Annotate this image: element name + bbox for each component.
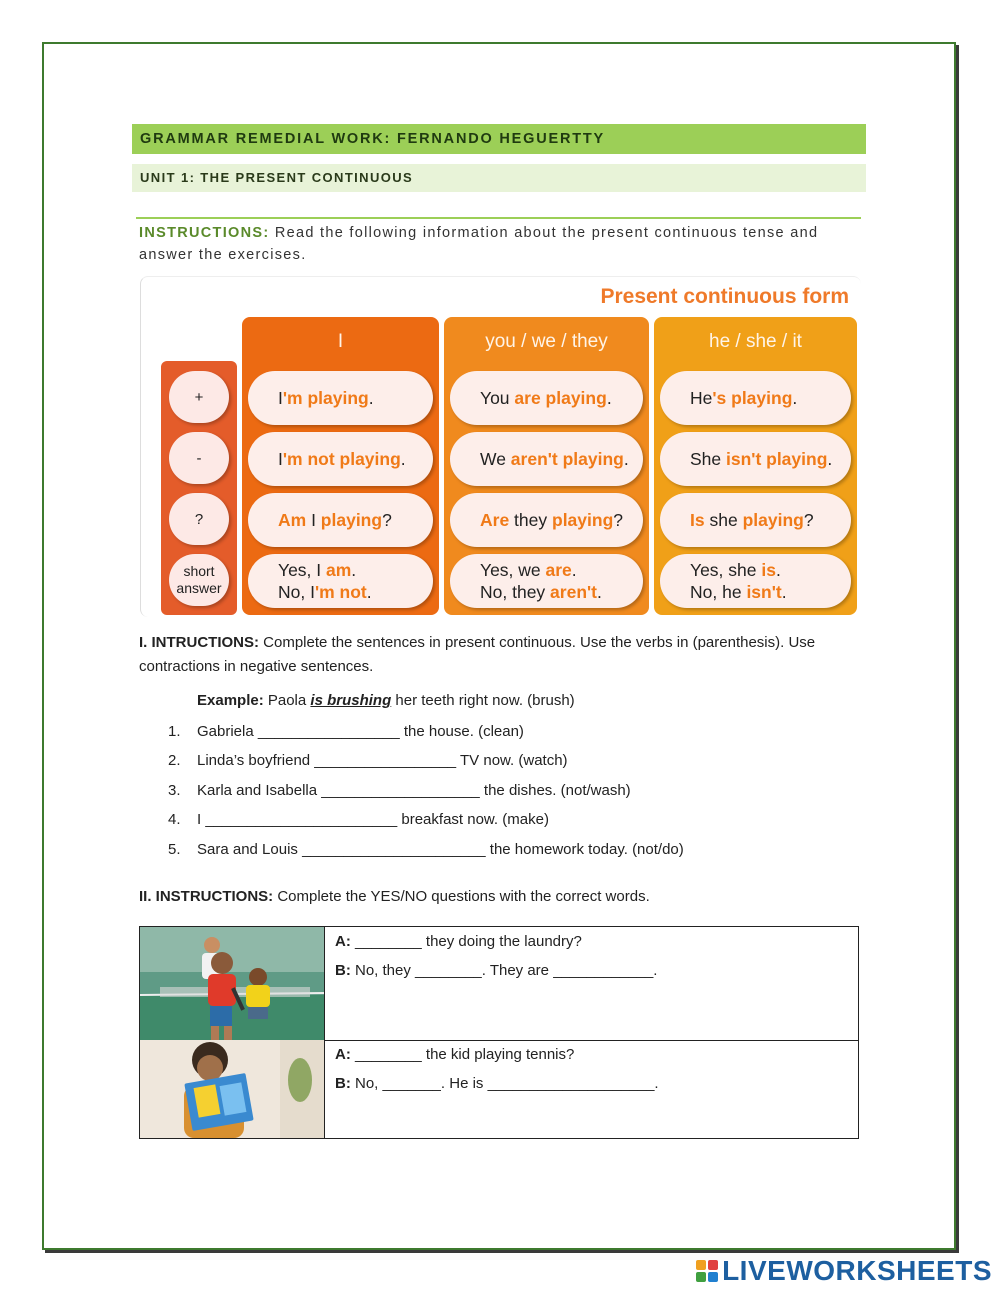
- row-label-negative: -: [169, 432, 229, 484]
- exercise-item-5[interactable]: 5. Sara and Louis ______________________ the homework today. (not/do): [168, 841, 684, 858]
- row-label-answer: answer: [176, 580, 222, 596]
- section-1-text: Complete the sentences in present continuous. Use the verbs in (parenthesis). Use contractions in negative sentences.: [139, 634, 816, 675]
- instructions-text: Read the following information about the present continuous tense and answer the exercises.: [139, 225, 819, 263]
- cell-i-negative: I'm not playing.: [248, 432, 433, 486]
- present-continuous-chart: [140, 276, 861, 617]
- questions-table: [139, 926, 859, 1139]
- section-2-instructions: [139, 885, 650, 909]
- tennis-kids-photo: [140, 927, 325, 1040]
- example-sentence: Example: Paola is brushing her teeth right now. (brush): [197, 692, 575, 709]
- question-2-a[interactable]: A: ________ the kid playing tennis?: [335, 1046, 575, 1063]
- liveworksheets-logo: [696, 1254, 992, 1288]
- chart-title: Present continuous form: [600, 285, 849, 308]
- section-2-label: II. INSTRUCTIONS:: [139, 888, 274, 905]
- question-1-text: [335, 927, 657, 985]
- unit-title: UNIT 1: THE PRESENT CONTINUOUS: [132, 164, 866, 192]
- row-label-short: short: [183, 563, 215, 579]
- intro-instructions: [139, 222, 861, 266]
- brand-name: LIVEWORKSHEETS: [722, 1255, 992, 1286]
- cell-he-short-answer: Yes, she is. No, he isn't.: [660, 554, 851, 608]
- cell-i-question: Am I playing?: [248, 493, 433, 547]
- cell-you-positive: You are playing.: [450, 371, 643, 425]
- column-head-you-we-they: you / we / they: [485, 331, 608, 352]
- worksheet-title: GRAMMAR REMEDIAL WORK: FERNANDO HEGUERTTY: [132, 124, 866, 154]
- question-2-b[interactable]: B: No, _______. He is ____________________.: [335, 1075, 659, 1092]
- column-he-she-it: [654, 317, 857, 615]
- cell-i-positive: I'm playing.: [248, 371, 433, 425]
- question-row-1: [140, 927, 858, 1041]
- exercise-item-2[interactable]: 2. Linda’s boyfriend _________________ TV now. (watch): [168, 752, 568, 769]
- row-label-short-answer: [169, 554, 229, 606]
- question-row-2: [140, 1040, 858, 1138]
- example-answer: is brushing: [310, 692, 392, 709]
- exercise-item-3[interactable]: 3. Karla and Isabella ___________________ the dishes. (not/wash): [168, 782, 631, 799]
- exercise-item-1[interactable]: 1. Gabriela _________________ the house. (clean): [168, 723, 524, 740]
- section-2-text: Complete the YES/NO questions with the correct words.: [273, 888, 650, 905]
- cell-i-short-answer: Yes, I am. No, I'm not.: [248, 554, 433, 608]
- row-label-question: ?: [169, 493, 229, 545]
- cell-he-negative: She isn't playing.: [660, 432, 851, 486]
- reading-kid-photo: [140, 1040, 325, 1138]
- question-2-text: [335, 1040, 659, 1098]
- column-head-he-she-it: he / she / it: [709, 331, 802, 352]
- section-1-instructions: [139, 631, 861, 679]
- row-labels: [161, 361, 237, 615]
- row-label-positive: +: [169, 371, 229, 423]
- instructions-lead: INSTRUCTIONS:: [139, 225, 270, 241]
- exercise-item-4[interactable]: 4. I _______________________ breakfast now. (make): [168, 811, 549, 828]
- divider: [136, 217, 861, 219]
- column-head-i: I: [337, 331, 344, 352]
- column-i: [242, 317, 439, 615]
- question-1-b[interactable]: B: No, they ________. They are ____________.: [335, 962, 658, 979]
- column-you-we-they: [444, 317, 649, 615]
- liveworksheets-mark-icon: [696, 1260, 718, 1282]
- cell-he-positive: He's playing.: [660, 371, 851, 425]
- cell-you-short-answer: Yes, we are. No, they aren't.: [450, 554, 643, 608]
- section-1-label: I. INTRUCTIONS:: [139, 634, 259, 651]
- cell-you-question: Are they playing?: [450, 493, 643, 547]
- cell-you-negative: We aren't playing.: [450, 432, 643, 486]
- question-1-a[interactable]: A: ________ they doing the laundry?: [335, 933, 582, 950]
- cell-he-question: Is she playing?: [660, 493, 851, 547]
